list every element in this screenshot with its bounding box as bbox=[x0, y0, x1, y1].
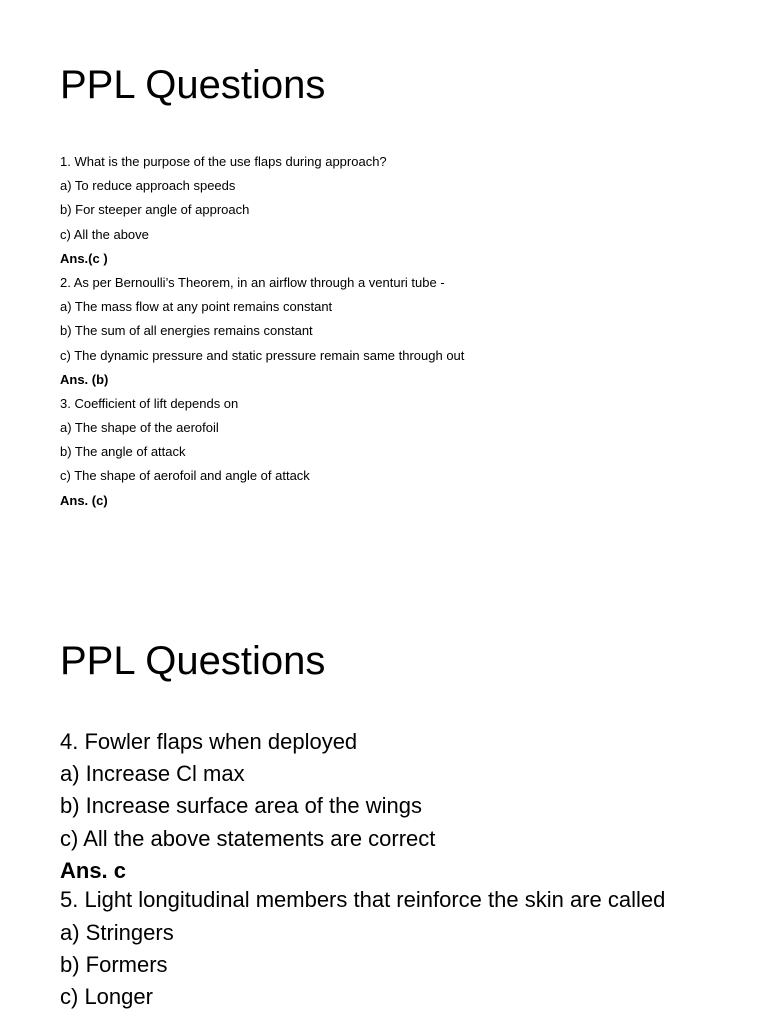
answer-line: Ans. (b) bbox=[60, 371, 109, 387]
question-line: c) Longer bbox=[60, 984, 153, 1010]
question-line: b) The sum of all energies remains constant bbox=[60, 323, 313, 339]
question-line: 3. Coefficient of lift depends on bbox=[60, 395, 239, 411]
question-line: c) The dynamic pressure and static pressure remain same through out bbox=[60, 347, 465, 363]
question-line: c) All the above bbox=[60, 226, 149, 242]
question-line: a) Increase Cl max bbox=[60, 761, 245, 787]
question-line: 4. Fowler flaps when deployed bbox=[60, 729, 358, 754]
question-line: a) Stringers bbox=[60, 920, 174, 946]
answer-line: Ans. (c) bbox=[60, 492, 108, 508]
question-line: b) Formers bbox=[60, 952, 168, 978]
question-line: 5. Light longitudinal members that reinforce the skin are called bbox=[60, 887, 666, 913]
question-line: b) The angle of attack bbox=[60, 444, 186, 460]
question-list bbox=[60, 726, 720, 1014]
question-line: a) The mass flow at any point remains constant bbox=[60, 299, 333, 315]
slide-title: PPL Questions bbox=[60, 639, 326, 683]
question-line: c) All the above statements are correct bbox=[60, 825, 436, 851]
answer-line: Ans.(c ) bbox=[60, 250, 108, 266]
question-line: a) To reduce approach speeds bbox=[60, 178, 236, 194]
slide-title: PPL Questions bbox=[60, 63, 326, 107]
question-line: 2. As per Bernoulli’s Theorem, in an airflow through a venturi tube - bbox=[60, 274, 445, 290]
answer-line: Ans. c bbox=[60, 857, 127, 883]
question-list bbox=[60, 150, 720, 513]
question-line: 1. What is the purpose of the use flaps during approach? bbox=[60, 154, 387, 169]
question-line: a) The shape of the aerofoil bbox=[60, 420, 219, 436]
question-line: b) Increase surface area of the wings bbox=[60, 793, 422, 819]
question-line: b) For steeper angle of approach bbox=[60, 202, 250, 218]
question-line: c) The shape of aerofoil and angle of attack bbox=[60, 468, 310, 484]
slide-2 bbox=[0, 576, 768, 1024]
